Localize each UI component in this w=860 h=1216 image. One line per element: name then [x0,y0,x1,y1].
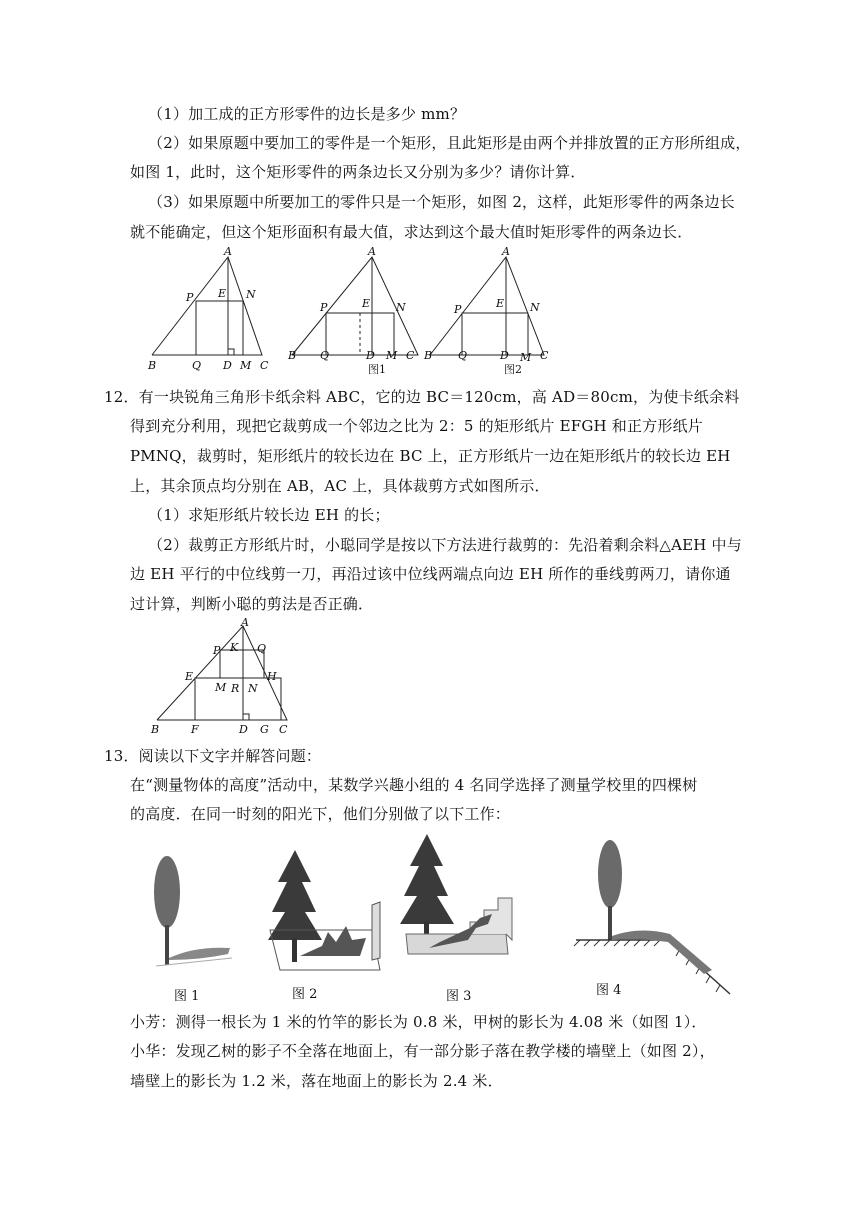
q12-label-k: K [230,641,239,654]
q11-fig0-label-d: D [223,359,232,372]
q13-line3: 的高度．在同一时刻的阳光下，他们分别做了以下工作： [130,805,511,823]
q11-fig2-triangle [430,257,544,355]
q11-fig1-label-n: N [396,301,406,314]
q11-part2-line1: （2）如果原题中要加工的零件是一个矩形，且此矩形是由两个并排放置的正方形所组成， [148,134,751,152]
q11-fig0-label-a: A [224,245,232,258]
q12-sub2-line2: 边 EH 平行的中位线剪一刀，再沿过该中位线两端点向边 EH 所作的垂线剪两刀，请你通 [130,565,731,583]
q12-label-b: B [151,723,160,736]
q11-fig1-label-p: P [320,301,328,314]
q11-fig0-label-q: Q [192,359,202,372]
q11-triangle-figures [140,245,740,380]
q11-fig0-label-p: P [186,291,194,304]
q13-xiaohua-line2: 墙壁上的影长为 1.2 米，落在地面上的影长为 2.4 米． [130,1072,503,1090]
q11-fig2-label-q: Q [458,349,468,362]
q12-triangle-figure [145,618,305,738]
q11-fig1-caption: 图1 [368,363,386,376]
q11-fig0-square [196,301,243,355]
q13-fig4-tree-slope [574,840,730,994]
q12-label-d: D [239,723,248,736]
q12-label-n: N [248,682,258,695]
q11-fig2-label-b: B [424,349,433,362]
q11-fig0-right-angle [228,349,234,355]
q13-fig4-caption: 图 4 [596,983,622,998]
q11-fig0-triangle [152,257,262,355]
q12-label-f: F [191,723,199,736]
q13-fig3-caption: 图 3 [446,989,472,1004]
q13-fig3-tree-stairs [400,834,512,954]
q13-line2: 在“测量物体的高度”活动中，某数学兴趣小组的 4 名同学选择了测量学校里的四棵树 [130,776,698,794]
q12-label-h: H [267,670,277,683]
q11-fig1-label-e: E [362,297,371,310]
q12-label-q: Q [257,642,267,655]
q11-fig0-label-e: E [218,287,227,300]
q11-fig2-caption: 图2 [504,363,522,376]
q11-fig0-label-m: M [240,359,252,372]
q12-sub1: （1）求矩形纸片较长边 EH 的长； [148,506,390,524]
q13-tree-figures [140,830,740,1010]
q12-line3: PMNQ，裁剪时，矩形纸片的较长边在 BC 上，正方形纸片一边在矩形纸片的较长边 EH [130,447,731,465]
q12-right-angle [243,714,249,720]
q12-label-c: C [279,723,288,736]
q11-fig2-label-c: C [540,349,549,362]
q11-fig1-label-b: B [288,349,297,362]
q12-label-p: P [213,644,221,657]
q13-line1: 13．阅读以下文字并解答问题： [104,747,322,765]
q12-sub2-line1: （2）裁剪正方形纸片时，小聪同学是按以下方法进行裁剪的：先沿着剩余料△AEH 中与 [148,536,742,554]
q11-fig2-label-a: A [502,245,510,258]
q11-fig1-label-a: A [368,245,376,258]
q11-fig0-label-c: C [260,359,269,372]
q13-fig2-caption: 图 2 [292,987,318,1002]
q13-xiaohua-line1: 小华：发现乙树的影子不全落在地面上，有一部分影子落在教学楼的墙壁上（如图 2）， [130,1042,715,1060]
q11-fig1-label-m: M [386,349,398,362]
q11-fig2-label-p: P [454,303,462,316]
q11-fig2-label-d: D [500,349,509,362]
q11-fig1-label-c: C [406,349,415,362]
q11-part3-line2: 就不能确定，但这个矩形面积有最大值，求达到这个最大值时矩形零件的两条边长． [130,223,693,241]
q12-label-g: G [260,723,269,736]
q11-fig0-label-b: B [148,359,157,372]
q13-fig2-tree-wall [268,850,380,970]
q11-fig1-label-d: D [366,349,375,362]
q11-fig0-label-n: N [246,288,256,301]
q11-fig2-rectangle [462,313,528,355]
q12-label-e: E [185,670,194,683]
q12-sub2-line3: 过计算，判断小聪的剪法是否正确． [130,595,374,613]
q12-label-a: A [241,618,249,629]
q13-fig1-tree [154,856,232,966]
q13-fig1-caption: 图 1 [174,989,200,1004]
q13-xiaofang: 小芳：测得一根长为 1 米的竹竿的影长为 0.8 米，甲树的影长为 4.08 米（如图 1）． [130,1013,707,1031]
q11-part1: （1）加工成的正方形零件的边长是多少 mm？ [148,105,466,123]
q12-line4: 上，其余顶点均分别在 AB，AC 上，具体裁剪方式如图所示． [130,477,550,495]
q11-fig1-label-q: Q [320,349,330,362]
q12-label-m: M [215,681,227,694]
q12-line1: 12．有一块锐角三角形卡纸余料 ABC，它的边 BC＝120cm，高 AD＝80cm，为使卡纸余料 [104,388,740,406]
q11-part3-line1: （3）如果原题中所要加工的零件只是一个矩形，如图 2，这样，此矩形零件的两条边长 [148,193,735,211]
q12-label-r: R [231,682,240,695]
q12-line2: 得到充分利用，现把它裁剪成一个邻边之比为 2：5 的矩形纸片 EFGH 和正方形纸片 [130,417,703,435]
q11-fig2-label-n: N [530,301,540,314]
q11-fig2-label-m: M [520,351,532,364]
q11-part2-line2: 如图 1，此时，这个矩形零件的两条边长又分别为多少？请你计算． [130,163,586,181]
q11-fig2-label-e: E [496,297,505,310]
